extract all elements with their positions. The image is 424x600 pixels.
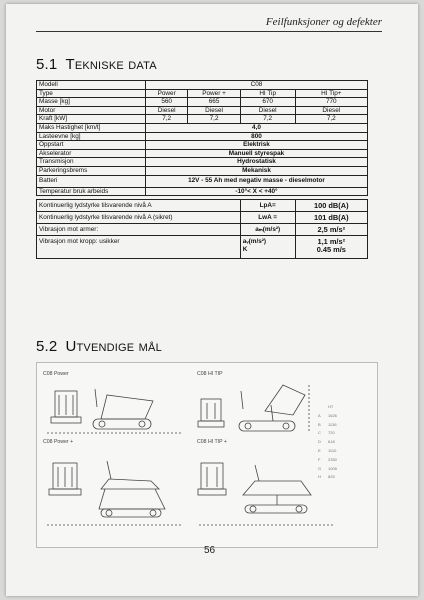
figure-label: C08 Power + (43, 439, 74, 445)
legend-row (318, 430, 337, 439)
table-row (37, 115, 368, 124)
dimension-legend (318, 404, 337, 483)
row-label: Modell (37, 81, 146, 90)
noise-label: Kontinuerlig lydstyrke tilsvarende nivå A (sikret) (37, 212, 241, 224)
legend-value: 2350 (328, 456, 337, 462)
legend-row (318, 448, 337, 457)
page-number: 56 (204, 545, 216, 556)
legend-value: 1110 (328, 447, 337, 453)
legend-key: F (318, 456, 321, 462)
noise-label: Kontinuerlig lydstyrke tilsvarende nivå A (37, 200, 241, 212)
row-label: Parkeringsbrems (37, 166, 146, 175)
row-label: Temperatur bruk arbeids (37, 187, 146, 196)
legend-value: 825 (328, 474, 335, 480)
figure-label: C08 HI TIP + (197, 439, 227, 445)
noise-value: 100 dB(A) (295, 200, 367, 212)
table-row (37, 141, 368, 150)
table-row (37, 236, 368, 259)
table-cell: 12V - 55 Ah med negativ masse - dieselmotor (146, 175, 368, 187)
legend-row (318, 457, 337, 466)
noise-value-line: 0.45 m/s (316, 244, 346, 254)
legend-key: H (318, 474, 321, 480)
legend-key: B (318, 421, 321, 427)
noise-label: Vibrasjon mot armer: (37, 224, 241, 236)
table-cell: 665 (188, 98, 240, 107)
figure-label: C08 Power (43, 371, 69, 377)
table-cell: 560 (146, 98, 188, 107)
section-heading: Utvendige mål (65, 338, 162, 355)
table-cell: 7,2 (188, 115, 240, 124)
legend-value: HT (328, 404, 334, 409)
legend-row (318, 404, 337, 413)
row-label: Transmisjon (37, 158, 146, 167)
noise-symbol: LpA= (240, 200, 295, 212)
row-label: Type (37, 89, 146, 98)
type-header: HI Tip (240, 89, 295, 98)
figure-label: C08 HI TIP (197, 371, 223, 377)
section-number: 5.1 (36, 56, 58, 73)
table-cell: -10°< X < +40° (146, 187, 368, 196)
type-header: Power (146, 89, 188, 98)
table-cell: Hydrostatisk (146, 158, 368, 167)
legend-value: 720 (328, 430, 335, 436)
noise-symbol (240, 236, 295, 259)
header-title: Feilfunksjoner og defekter (265, 16, 382, 28)
legend-key: E (318, 447, 321, 453)
noise-symbol-line: aᵥ(m/s²) (242, 238, 267, 246)
table-cell: 4,0 (146, 123, 368, 132)
section-number: 5.2 (36, 338, 58, 355)
noise-value: 2,5 m/s² (295, 224, 367, 236)
table-cell: 7,2 (295, 115, 367, 124)
legend-key: C (318, 430, 321, 436)
noise-value-line: 1,1 m/s² (317, 237, 346, 247)
table-row (37, 187, 368, 196)
document-page (6, 4, 418, 596)
noise-value: 101 dB(A) (295, 212, 367, 224)
noise-symbol: aₘ(m/s²) (240, 224, 295, 236)
table-cell: Diesel (240, 106, 295, 115)
type-header: HI Tip+ (295, 89, 367, 98)
table-cell: Elektrisk (146, 141, 368, 150)
row-label: Oppstart (37, 141, 146, 150)
row-label: Batteri (37, 175, 146, 187)
section-title-exterior-dimensions (36, 338, 162, 355)
table-cell: Diesel (188, 106, 240, 115)
table-cell: Mekanisk (146, 166, 368, 175)
table-cell: 800 (146, 132, 368, 141)
header-rule (36, 31, 382, 32)
noise-symbol-line: K (242, 245, 248, 253)
type-header: Power + (188, 89, 240, 98)
table-row (37, 98, 368, 107)
table-cell: Diesel (295, 106, 367, 115)
table-row (37, 81, 368, 90)
table-row (37, 149, 368, 158)
table-row (37, 89, 368, 98)
table-cell: 670 (240, 98, 295, 107)
table-cell: 7,2 (146, 115, 188, 124)
dumper-drawing-power-plus (41, 449, 191, 539)
row-label: Kraft [kW] (37, 115, 146, 124)
row-label: Akselerator (37, 149, 146, 158)
row-label: Maks Hastighet [km/t] (37, 123, 146, 132)
noise-value (295, 236, 367, 259)
legend-value: 1005 (328, 465, 337, 471)
legend-row (318, 474, 337, 483)
table-row (37, 166, 368, 175)
table-row (37, 132, 368, 141)
section-heading: Tekniske data (65, 56, 157, 73)
table-row (37, 175, 368, 187)
legend-row (318, 439, 337, 448)
row-label: Motor (37, 106, 146, 115)
legend-value: 1136 (328, 421, 337, 427)
legend-value: 1626 (328, 412, 337, 418)
row-label: Masse [kg] (37, 98, 146, 107)
section-title-technical-data (36, 56, 157, 73)
table-row (37, 212, 368, 224)
legend-row (318, 466, 337, 475)
table-row (37, 123, 368, 132)
table-cell: C08 (146, 81, 368, 90)
table-row (37, 200, 368, 212)
technical-data-table (36, 80, 368, 259)
table-cell: 7,2 (240, 115, 295, 124)
legend-key: A (318, 412, 321, 418)
noise-label: Vibrasjon mot kropp: usikker (37, 236, 241, 259)
noise-symbol: LwA = (240, 212, 295, 224)
legend-key: G (318, 465, 322, 471)
table-cell: 770 (295, 98, 367, 107)
legend-row (318, 422, 337, 431)
table-cell: Diesel (146, 106, 188, 115)
dumper-drawing-power (41, 381, 191, 439)
table-row (37, 224, 368, 236)
legend-value: 618 (328, 439, 335, 445)
legend-row (318, 413, 337, 422)
legend-key: D (318, 439, 321, 445)
table-cell: Manuell styrespak (146, 149, 368, 158)
row-label: Lasteevne [kg] (37, 132, 146, 141)
table-row (37, 106, 368, 115)
table-row (37, 158, 368, 167)
